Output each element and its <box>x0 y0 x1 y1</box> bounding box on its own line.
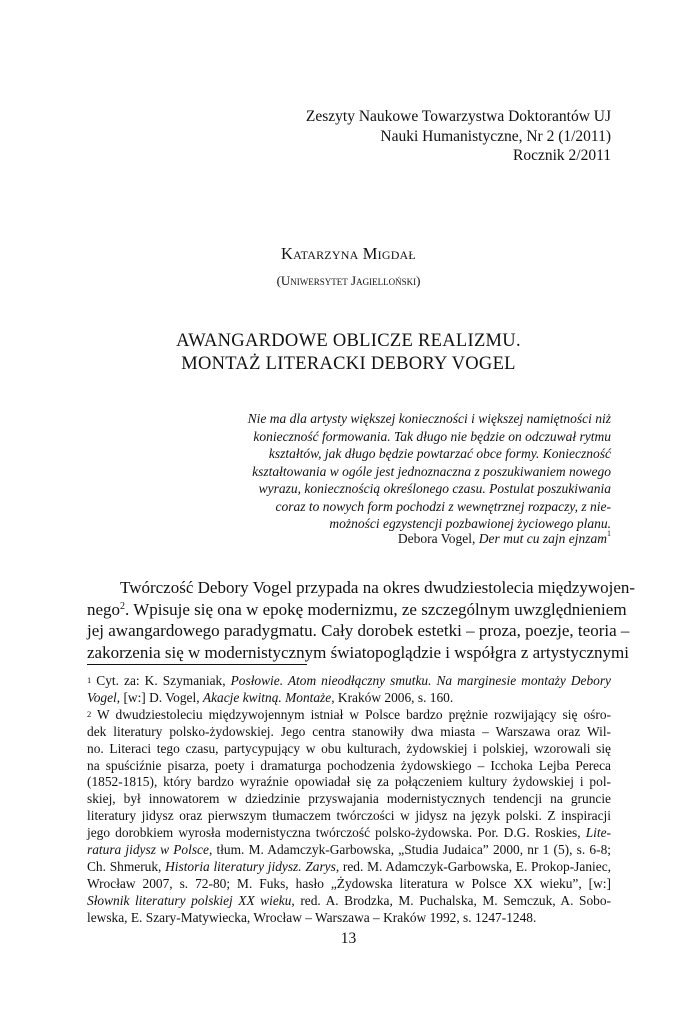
footnote-text: Cyt. za: K. Szymaniak, <box>91 673 231 688</box>
title-line-2: MONTAŻ LITERACKI DEBORY VOGEL <box>181 354 516 374</box>
footnote-2-line: na spuściźnie pisarza, poety i dramaturga pochodzenia żydowskiego – Icchoka Lejba Pereca <box>87 757 611 773</box>
footnote-text: jego dorobkiem wyrosła modernistyczna twórczość polsko-żydowska. Por. D.G. Roskies, <box>87 825 586 841</box>
body-text <box>87 577 636 663</box>
epigraph-line: kształtowania w ogóle jest jednoznaczna z poszukiwaniem nowego <box>252 463 611 479</box>
epigraph-line: coraz to nowych form pochodzi z wewnętrznej rozpaczy, z nie- <box>275 498 611 514</box>
footnote-italic: ratura jidysz w Polsce <box>87 842 209 858</box>
footnote-1-line <box>87 690 611 707</box>
footnote-2-line: (1852-1815), który bardzo wyraźnie opowiadał się za połączeniem kultury żydowskiej i pol- <box>87 774 611 790</box>
footnote-2-line <box>87 893 611 910</box>
footnote-2-line: literatury jidysz oraz pierwszym tłumaczem twórczości w jidysz na język polski. Z inspiracji <box>87 808 611 824</box>
footnote-italic: Historia literatury jidysz. Zarys <box>165 858 336 874</box>
footnote-italic: Vogel <box>87 689 117 705</box>
body-line: Twórczość Debory Vogel przypada na okres dwudziestolecia międzywojen- <box>120 578 636 597</box>
body-line: jej awangardowego paradygmatu. Cały dorobek estetki – proza, poezje, teoria – <box>87 621 630 640</box>
epigraph-line: możności egzystencji pozbawionej życiowego planu. <box>329 516 611 531</box>
footnote-2-line: lewska, E. Szary-Matywiecka, Wrocław – Warszawa – Kraków 1992, s. 1247-1248. <box>87 909 537 925</box>
body-text-span: nego <box>87 599 121 619</box>
epigraph-line: konieczność formowania. Tak długo nie będzie on odczuwał rytmu <box>253 428 611 444</box>
footnote-italic: Posłowie. Atom nieodłączny smutku. Na marginesie montaży Debory <box>230 673 611 688</box>
epigraph-source <box>398 531 611 547</box>
footnote-2-line <box>87 859 611 876</box>
footnote-text: , red. A. Brodzka, M. Puchalska, M. Semczuk, A. Sobo- <box>291 892 611 908</box>
footnote-2-line: no. Literaci tego czasu, partycypujący w obu kulturach, żydowskiej i polskiej, wzorowali się <box>87 740 611 756</box>
footnote-1-line <box>87 673 611 690</box>
journal-name: Zeszyty Naukowe Towarzystwa Doktorantów UJ <box>305 108 611 125</box>
footnote-2-line: skiej, był innowatorem w dziedzinie przyswajania modernistycznych tendencji na gruncie <box>87 791 611 807</box>
footnote-italic: Lite- <box>585 825 611 841</box>
epigraph-source-author: Debora Vogel, <box>397 531 476 546</box>
footnotes <box>87 673 611 927</box>
body-line: zakorzenia się w modernistycznym światopoglądzie i współgra z artystycznymi <box>87 642 629 662</box>
journal-series: Nauki Humanistyczne, Nr 2 (1/2011) <box>380 127 611 145</box>
footnote-mark: 2 <box>87 708 92 719</box>
footnote-text: , tłum. M. Adamczyk-Garbowska, „Studia Judaica” 2000, nr 1 (5), s. 6-8; <box>208 842 611 858</box>
footnote-ref[interactable]: 1 <box>607 529 611 538</box>
article-title <box>0 330 697 376</box>
footnote-text: , [w:] D. Vogel, <box>116 689 203 705</box>
journal-volume: Rocznik 2/2011 <box>512 147 611 164</box>
footnote-text: , Kraków 2006, s. 160. <box>331 689 454 705</box>
footnote-text: Ch. Shmeruk, <box>87 858 166 874</box>
epigraph-source-title: Der mut cu zajn ejnzam <box>478 531 607 546</box>
epigraph-line: wyrazu, koniecznością określonego czasu. Postulat poszukiwania <box>258 481 611 496</box>
footnote-mark: 1 <box>87 675 92 685</box>
author-name: Katarzyna Migdał <box>281 244 416 263</box>
footnote-ref[interactable]: 2 <box>120 600 126 612</box>
epigraph-line: Nie ma dla artysty większej konieczności i większej namiętności niż <box>247 411 611 426</box>
title-line-1: AWANGARDOWE OBLICZE REALIZMU. <box>176 331 521 351</box>
footnote-divider <box>87 664 307 665</box>
epigraph-line: kształtów, jak długo będzie powtarzać obce formy. Konieczność <box>268 446 611 461</box>
footnote-2-line <box>87 707 611 724</box>
footnote-2-line <box>87 825 611 842</box>
body-line <box>87 599 627 621</box>
footnote-italic: Akacje kwitną. Montaże <box>202 689 332 705</box>
footnote-2-line <box>87 842 611 859</box>
author-affiliation: (Uniwersytet Jagielloński) <box>276 273 421 288</box>
footnote-2-line: Wrocław 2007, s. 72-80; M. Fuks, hasło „Żydowska literatura w Polsce XX wieku”, [w:] <box>87 875 611 891</box>
page-number: 13 <box>340 930 357 947</box>
epigraph <box>211 410 611 533</box>
journal-header <box>306 107 611 166</box>
footnote-text: W dwudziestoleciu międzywojennym istniał w Polsce bardzo prężnie rozwijający się ośro- <box>91 706 611 722</box>
footnote-text: , red. M. Adamczyk-Garbowska, E. Prokop-Janiec, <box>335 858 611 874</box>
footnote-2-line: dek literatury polsko-żydowskiej. Jego centra stanowiły dwa miasta – Warszawa oraz Wil- <box>87 723 611 739</box>
body-text-span: . Wpisuje się ona w epokę modernizmu, ze szczególnym uwzględnieniem <box>125 599 627 619</box>
footnote-italic: Słownik literatury polskiej XX wieku <box>87 892 292 908</box>
